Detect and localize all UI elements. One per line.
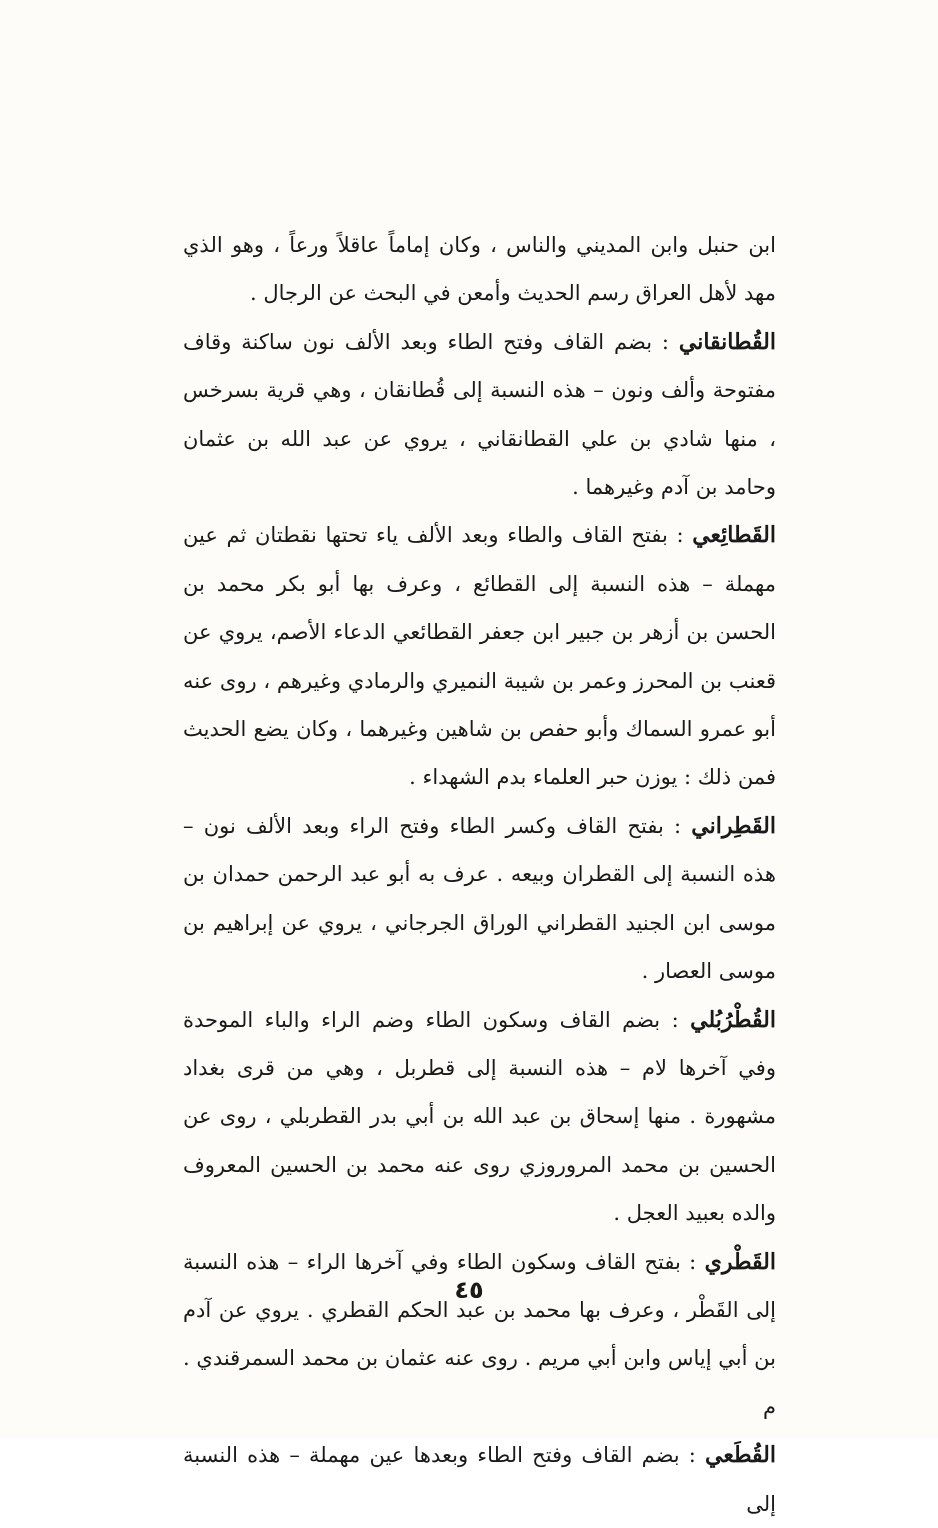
entry-text: : بفتح القاف والطاء وبعد الألف ياء تحتها نقطتان ثم عين مهملة – هذه النسبة إلى القطائع ، وعرف بها أبو بكر محمد بن الحسن بن أزهر بن جبير ابن جعفر القطائعي الدعاء الأصم، يروي عن قعنب بن المحرز وعمر بن شيبة النميري والرمادي وغيرهم ، روى عنه أبو عمرو السماك وأبو حفص بن شاهين وغيرهما ، وكان يضع الحديث فمن ذلك : يوزن حبر العلماء بدم الشهداء . <box>183 523 776 790</box>
entry-qatri <box>183 1238 776 1432</box>
entry-qutai <box>183 1431 776 1528</box>
entry-term: القُطانقاني <box>678 328 776 355</box>
entry-qatirani <box>183 802 776 996</box>
entry-text: : بفتح القاف وكسر الطاء وفتح الراء وبعد الألف نون – هذه النسبة إلى القطران وبيعه . عرف به أبو عبد الرحمن حمدان بن موسى ابن الجنيد القطراني الوراق الجرجاني ، يروي عن إبراهيم بن موسى العصار . <box>183 813 776 984</box>
entry-qutanqani <box>183 318 776 512</box>
text-block <box>183 221 776 1528</box>
paragraph-continuation <box>183 221 776 318</box>
entry-term: القَطِراني <box>691 812 776 839</box>
entry-qataii <box>183 511 776 801</box>
entry-text: : بفتح القاف وسكون الطاء وفي آخرها الراء – هذه النسبة إلى القَطْر ، وعرف بها محمد بن عبد الحكم القطري . يروي عن آدم بن أبي إياس وابن أبي مريم . روى عنه عثمان بن محمد السمرقندي . م <box>183 1249 776 1419</box>
entry-term: القَطْري <box>704 1248 776 1275</box>
page-number: ٤٥ <box>454 1276 484 1304</box>
entry-term: القُطْرُبُلي <box>690 1006 776 1033</box>
paragraph-text: ابن حنبل وابن المديني والناس ، وكان إماماً عاقلاً ورعاً ، وهو الذي مهد لأهل العراق رسم الحديث وأمعن في البحث عن الرجال . <box>183 233 776 306</box>
entry-qutrubuli <box>183 996 776 1238</box>
entry-text: : بضم القاف وسكون الطاء وضم الراء والباء الموحدة وفي آخرها لام – هذه النسبة إلى قطربل ، وهي من قرى بغداد مشهورة . منها إسحاق بن عبد الله بن أبي بدر القطربلي ، روى عن الحسين بن محمد المروروزي روى عنه محمد بن الحسين المعروف والده بعبيد العجل . <box>183 1007 776 1226</box>
entry-term: القُطَعي <box>705 1442 776 1469</box>
entry-term: القَطائِعي <box>692 522 776 549</box>
entry-text: : بضم القاف وفتح الطاء وبعدها عين مهملة – هذه النسبة إلى <box>183 1443 776 1516</box>
entry-text: : بضم القاف وفتح الطاء وبعد الألف نون ساكنة وقاف مفتوحة وألف ونون – هذه النسبة إلى قُطانقان ، وهي قرية بسرخس ، منها شادي بن علي القطانقاني ، يروي عن عبد الله بن عثمان وحامد بن آدم وغيرهما . <box>183 329 776 500</box>
